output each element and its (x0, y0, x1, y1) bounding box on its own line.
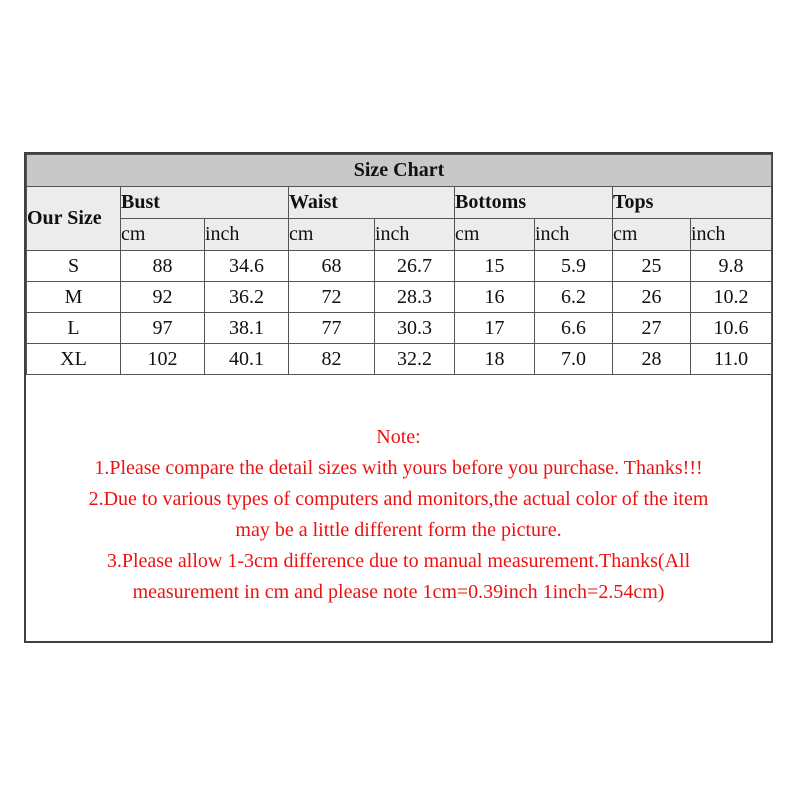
group-header-row (27, 187, 772, 219)
note-line: may be a little different form the picture. (235, 519, 562, 541)
size-label: M (27, 282, 121, 313)
our-size-header: Our Size (27, 187, 121, 251)
table-cell: 26 (613, 282, 691, 313)
title-row (27, 155, 772, 187)
table-cell: 9.8 (691, 251, 772, 282)
note-heading: Note: (376, 426, 421, 448)
note-line: 1.Please compare the detail sizes with yours before you purchase. Thanks!!! (94, 457, 703, 479)
group-header-waist: Waist (289, 187, 455, 219)
table-row (27, 251, 772, 282)
size-chart (24, 152, 773, 643)
table-cell: 7.0 (535, 344, 613, 375)
size-label: L (27, 313, 121, 344)
table-row (27, 344, 772, 375)
table-cell: 6.6 (535, 313, 613, 344)
unit-header-waist-cm: cm (289, 219, 375, 251)
table-cell: 27 (613, 313, 691, 344)
unit-header-bust-cm: cm (121, 219, 205, 251)
group-header-bottoms: Bottoms (455, 187, 613, 219)
table-cell: 15 (455, 251, 535, 282)
unit-header-bottoms-inch: inch (535, 219, 613, 251)
table-cell: 32.2 (375, 344, 455, 375)
table-cell: 25 (613, 251, 691, 282)
table-cell: 97 (121, 313, 205, 344)
table-cell: 38.1 (205, 313, 289, 344)
table-row (27, 313, 772, 344)
table-cell: 28.3 (375, 282, 455, 313)
table-cell: 30.3 (375, 313, 455, 344)
size-label: S (27, 251, 121, 282)
unit-header-tops-cm: cm (613, 219, 691, 251)
table-cell: 10.6 (691, 313, 772, 344)
table-row (27, 282, 772, 313)
table-cell: 68 (289, 251, 375, 282)
table-cell: 5.9 (535, 251, 613, 282)
unit-header-row (27, 219, 772, 251)
group-header-bust: Bust (121, 187, 289, 219)
table-cell: 10.2 (691, 282, 772, 313)
table-cell: 77 (289, 313, 375, 344)
group-header-tops: Tops (613, 187, 772, 219)
table-cell: 16 (455, 282, 535, 313)
size-chart-table (26, 154, 772, 375)
unit-header-bottoms-cm: cm (455, 219, 535, 251)
unit-header-tops-inch: inch (691, 219, 772, 251)
table-cell: 36.2 (205, 282, 289, 313)
note-line: 3.Please allow 1-3cm difference due to manual measurement.Thanks(All (106, 550, 691, 572)
note-line: measurement in cm and please note 1cm=0.39inch 1inch=2.54cm) (132, 581, 665, 603)
unit-header-bust-inch: inch (205, 219, 289, 251)
table-cell: 34.6 (205, 251, 289, 282)
table-cell: 6.2 (535, 282, 613, 313)
table-cell: 26.7 (375, 251, 455, 282)
table-cell: 28 (613, 344, 691, 375)
table-cell: 11.0 (691, 344, 772, 375)
table-cell: 102 (121, 344, 205, 375)
table-cell: 17 (455, 313, 535, 344)
size-label: XL (27, 344, 121, 375)
chart-title: Size Chart (27, 155, 772, 187)
table-cell: 18 (455, 344, 535, 375)
note-line: 2.Due to various types of computers and monitors,the actual color of the item (88, 488, 709, 510)
notes-section (26, 422, 771, 608)
table-cell: 82 (289, 344, 375, 375)
table-cell: 40.1 (205, 344, 289, 375)
table-cell: 72 (289, 282, 375, 313)
table-cell: 92 (121, 282, 205, 313)
table-cell: 88 (121, 251, 205, 282)
unit-header-waist-inch: inch (375, 219, 455, 251)
